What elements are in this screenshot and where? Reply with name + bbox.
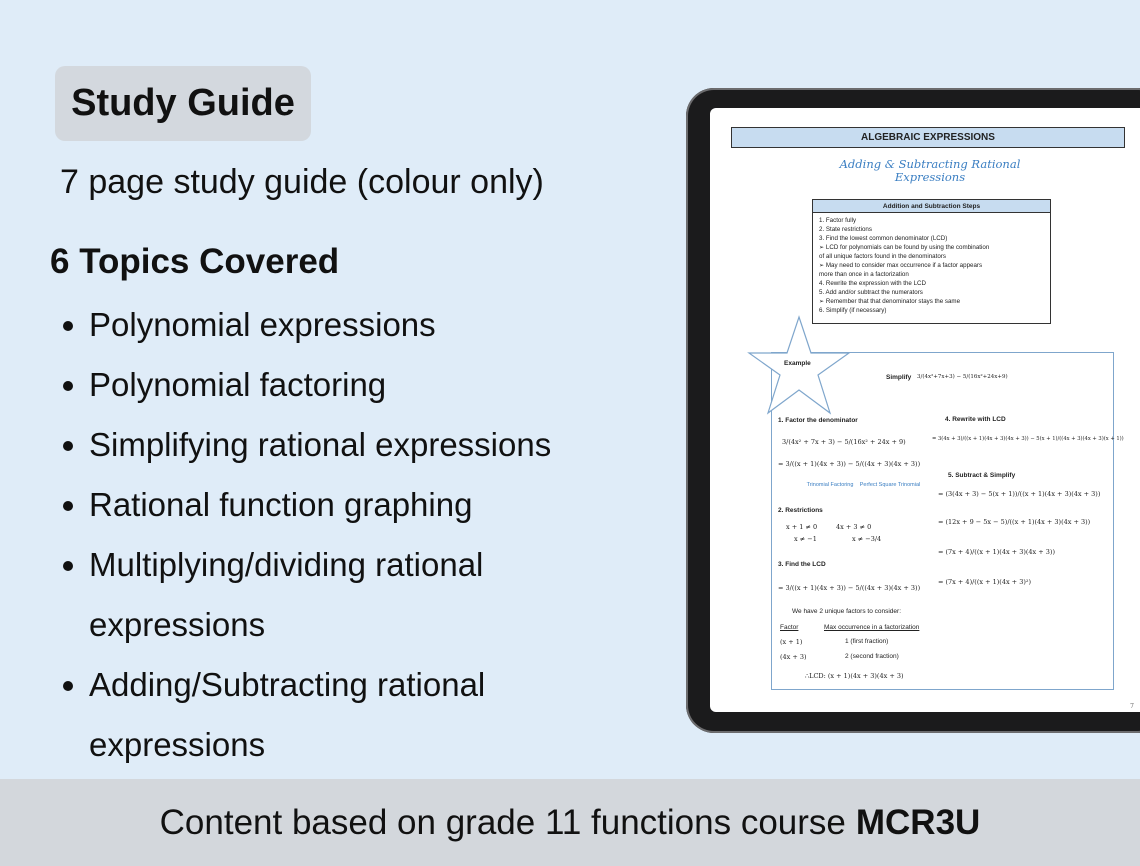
step5-line1: = (3(4x + 3) − 5(x + 1))/((x + 1)(4x + 3)(4x + 3)) [938,490,1101,498]
factor-column-header: Factor [780,624,799,631]
step-line: 4. Rewrite the expression with the LCD [819,280,926,287]
step3-label: 3. Find the LCD [778,561,826,568]
topic-item: Multiplying/dividing rational expressions [60,535,620,655]
max-column-header: Max occurrence in a factorization [824,624,920,631]
perfect-square-note: Perfect Square Trinomial [859,482,921,488]
tablet-screen [710,108,1140,712]
step-line: more than once in a factorization [819,271,909,278]
topic-item: Adding/Subtracting rational expressions [60,655,620,775]
step4-line: = 3(4x + 3)/((x + 1)(4x + 3)(4x + 3)) − 5(x + 1)/((4x + 3)(4x + 3)(x + 1)) [932,436,1124,442]
max-row-1: 1 (first fraction) [845,638,889,645]
page-subtitle: 7 page study guide (colour only) [60,163,544,201]
step1-line1: 3/(4x² + 7x + 3) − 5/(16x² + 24x + 9) [782,438,906,446]
topic-item: Polynomial expressions [60,295,620,355]
restriction-3: 4x + 3 ≠ 0 [836,523,872,531]
trinomial-factoring-note: Trinomial Factoring [806,482,854,488]
topic-item: Simplifying rational expressions [60,415,620,475]
step5-line2: = (12x + 9 − 5x − 5)/((x + 1)(4x + 3)(4x + 3)) [938,518,1091,526]
page-number: 7 [1130,703,1134,710]
simplify-expression: 3/(4x²+7x+3) − 5/(16x²+24x+9) [917,374,1008,380]
topic-item: Polynomial factoring [60,355,620,415]
footer-text: Content based on grade 11 functions course [159,802,846,842]
factor-row-1: (x + 1) [780,638,803,646]
step-line: of all unique factors found in the denominators [819,253,946,260]
doc-subtitle [710,158,1140,184]
course-code: MCR3U [855,802,981,842]
max-row-2: 2 (second fraction) [845,653,899,660]
steps-heading: Addition and Subtraction Steps [813,200,1050,213]
step2-label: 2. Restrictions [778,507,823,514]
step-line: ➢ Remember that that denominator stays the same [819,298,961,305]
step-line: ➢ LCD for polynomials can be found by using the combination [819,244,990,251]
step5-line4: = (7x + 4)/((x + 1)(4x + 3)²) [938,578,1032,586]
steps-list [813,213,1050,318]
topics-list [60,295,620,775]
topics-heading: 6 Topics Covered [50,242,340,281]
restriction-4: x ≠ −3/4 [852,535,882,543]
step5-line3: = (7x + 4)/((x + 1)(4x + 3)(4x + 3)) [938,548,1055,556]
doc-subtitle-line1: Adding & Subtracting Rational [839,157,1021,171]
step-line: ➢ May need to consider max occurrence if a factor appears [819,262,983,269]
step4-label: 4. Rewrite with LCD [945,416,1006,423]
simplify-label: Simplify [886,374,912,381]
steps-box [812,199,1051,324]
topic-item: Rational function graphing [60,475,620,535]
lcd-result: ∴LCD: (x + 1)(4x + 3)(4x + 3) [805,672,904,680]
doc-title: ALGEBRAIC EXPRESSIONS [731,127,1125,148]
step-line: 5. Add and/or subtract the numerators [819,289,923,296]
step-line: 6. Simplify (if necessary) [819,307,887,314]
step1-line2: = 3/((x + 1)(4x + 3)) − 5/((4x + 3)(4x + 3)) [778,460,921,468]
unique-factors-text: We have 2 unique factors to consider: [792,608,901,615]
step5-label: 5. Subtract & Simplify [948,472,1016,479]
study-guide-badge: Study Guide [55,66,311,141]
restriction-2: x ≠ −1 [794,535,817,543]
doc-subtitle-line2: Expressions [894,170,966,184]
step3-line: = 3/((x + 1)(4x + 3)) − 5/((4x + 3)(4x + 3)) [778,584,921,592]
step-line: 3. Find the lowest common denominator (LCD) [819,235,948,242]
restriction-1: x + 1 ≠ 0 [786,523,818,531]
step-line: 2. State restrictions [819,226,872,233]
footer-banner [0,779,1140,866]
factor-row-2: (4x + 3) [780,653,807,661]
step-line: 1. Factor fully [819,217,857,224]
example-label: Example [784,360,811,367]
step1-label: 1. Factor the denominator [778,417,858,424]
